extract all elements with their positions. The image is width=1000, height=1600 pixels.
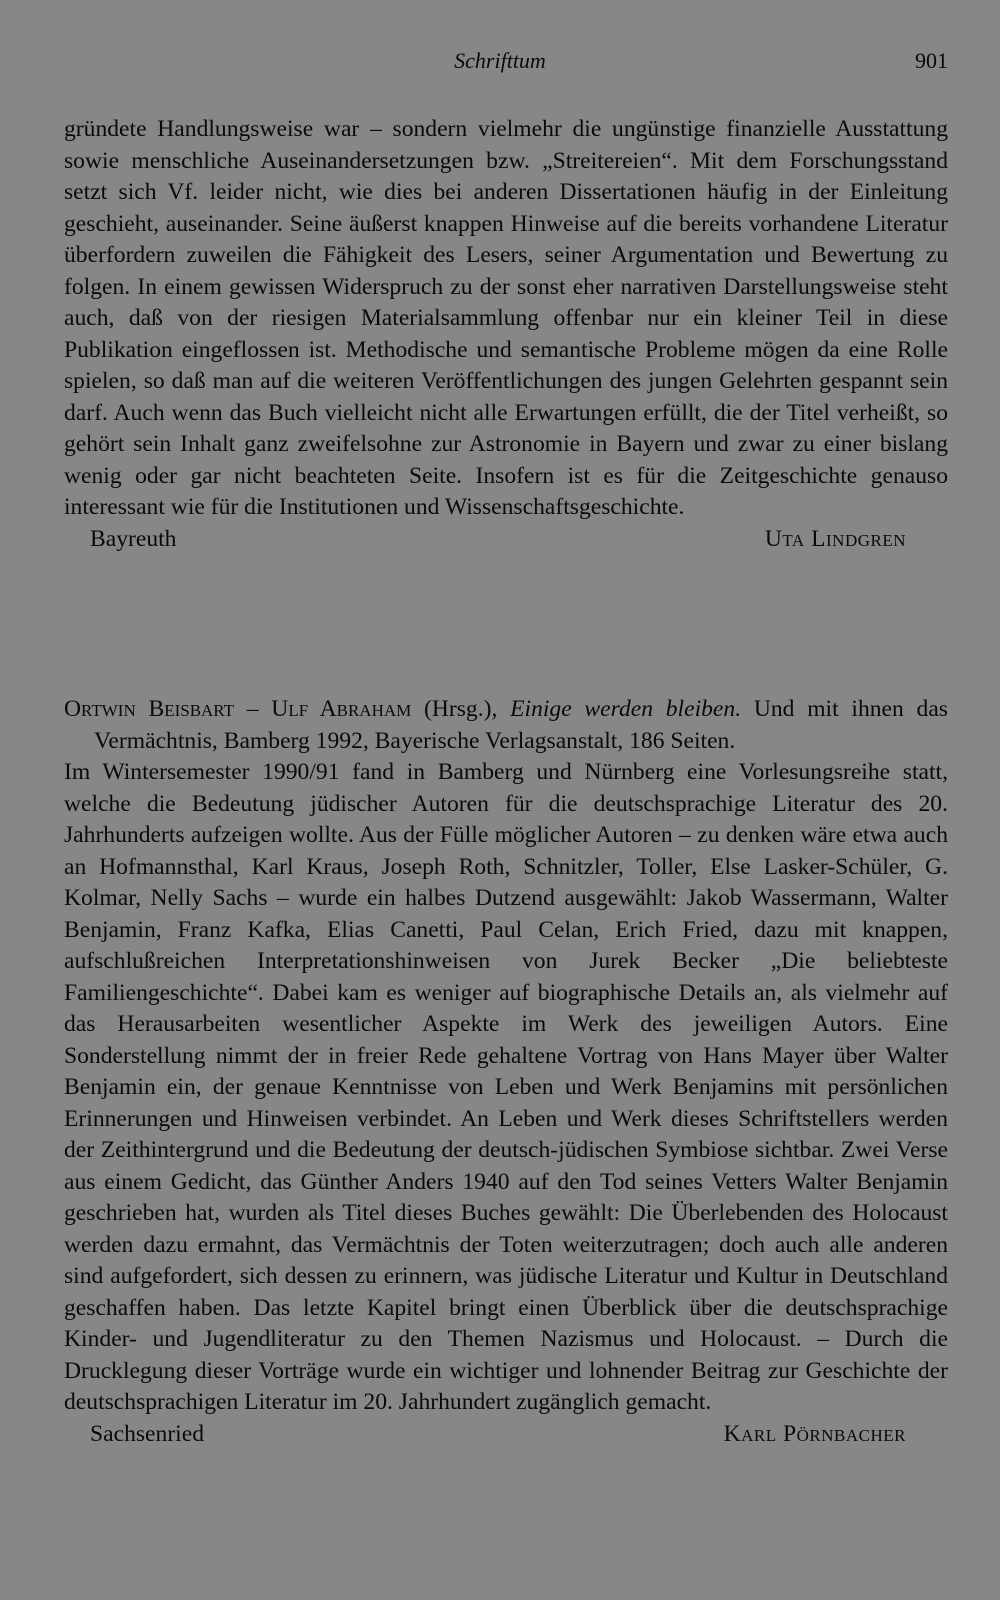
running-head bbox=[0, 48, 1000, 80]
reviewer-place: Sachsenried bbox=[90, 1420, 204, 1447]
reviewer-place: Bayreuth bbox=[90, 525, 177, 552]
bib-details: Und mit ihnen das Vermächtnis, Bamberg 1992, Bayerische Verlagsanstalt, 186 Seiten. bbox=[94, 696, 948, 754]
reviewer-name: Karl Pörnbacher bbox=[723, 1420, 906, 1447]
review-beisbart-abraham bbox=[64, 694, 948, 1450]
bib-editor-note: (Hrsg.), bbox=[411, 696, 511, 722]
review-continued bbox=[64, 114, 948, 555]
review-body: gründete Handlungsweise war – sondern vielmehr die ungünstige finanzielle Ausstattung sowie menschliche Auseinandersetzungen bzw. „Streitereien“. Mit dem Forschungsstand setzt sich Vf. leider nicht, wie dies bei anderen Dissertationen häufig in der Einleitung geschieht, auseinander. Seine äußerst knappen Hinweise auf die bereits vorhandene Literatur überfordern zuweilen die Fähigkeit des Lesers, seiner Argumentation und Bewertung zu folgen. In einem gewissen Widerspruch zu der sonst eher narrativen Darstellungsweise steht auch, daß von der riesigen Materialsammlung offenbar nur ein kleiner Teil in diese Publikation eingeflossen ist. Methodische und semantische Probleme mögen da eine Rolle spielen, so daß man auf die weiteren Veröffentlichungen des jungen Gelehrten gespannt sein darf. Auch wenn das Buch vielleicht nicht alle Erwartungen erfüllt, die der Titel verheißt, so gehört sein Inhalt ganz zweifelsohne zur Astronomie in Bayern und zwar zu einer bislang wenig oder gar nicht beachteten Seite. Insofern ist es für die Zeitgeschichte genauso interessant wie für die Institutionen und Wissenschaftsgeschichte. bbox=[64, 116, 948, 520]
running-title: Schrifttum bbox=[454, 48, 546, 73]
page-number: 901 bbox=[915, 48, 948, 73]
bibliographic-entry bbox=[64, 694, 948, 757]
reviewer-name: Uta Lindgren bbox=[764, 525, 906, 552]
review-signature bbox=[64, 524, 948, 556]
bib-title: Einige werden bleiben. bbox=[510, 696, 742, 722]
review-signature bbox=[64, 1419, 948, 1451]
review-body: Im Wintersemester 1990/91 fand in Bamberg und Nürnberg eine Vorlesungsreihe statt, welche die Bedeutung jüdischer Autoren für die deutschsprachige Literatur des 20. Jahrhunderts aufzeigen wollte. Aus der Fülle möglicher Autoren – zu denken wäre etwa auch an Hofmannsthal, Karl Kraus, Joseph Roth, Schnitzler, Toller, Else Lasker-Schüler, G. Kolmar, Nelly Sachs – wurde ein halbes Dutzend ausgewählt: Jakob Wassermann, Walter Benjamin, Franz Kafka, Elias Canetti, Paul Celan, Erich Fried, dazu mit knappen, aufschlußreichen Interpretationshinweisen von Jurek Becker „Die beliebteste Familiengeschichte“. Dabei kam es weniger auf biographische Details an, als vielmehr auf das Herausarbeiten wesentlicher Aspekte im Werk des jeweiligen Autors. Eine Sonderstellung nimmt der in freier Rede gehaltene Vortrag von Hans Mayer über Walter Benjamin ein, der genaue Kenntnisse von Leben und Werk Benjamins mit persönlichen Erinnerungen und Hinweisen verbindet. An Leben und Werk dieses Schriftstellers werden der Zeithintergrund und die Bedeutung der deutsch-jüdischen Symbiose sichtbar. Zwei Verse aus einem Gedicht, das Günther Anders 1940 auf den Tod seines Vetters Walter Benjamin geschrieben hat, wurden als Titel dieses Buches gewählt: Die Überlebenden des Holocaust werden dazu ermahnt, das Vermächtnis der Toten weiterzutragen; doch auch alle anderen sind aufgefordert, sich dessen zu erinnern, was jüdische Literatur und Kultur in Deutschland geschaffen haben. Das letzte Kapitel bringt einen Überblick über die deutschsprachige Kinder- und Jugendliteratur zu den Themen Nazismus und Holocaust. – Durch die Drucklegung dieser Vorträge wurde ein wichtiger und lohnender Beitrag zur Geschichte der deutschsprachigen Literatur im 20. Jahrhundert zugänglich gemacht. bbox=[64, 759, 948, 1415]
bib-authors: Ortwin Beisbart – Ulf Abraham bbox=[64, 696, 412, 722]
